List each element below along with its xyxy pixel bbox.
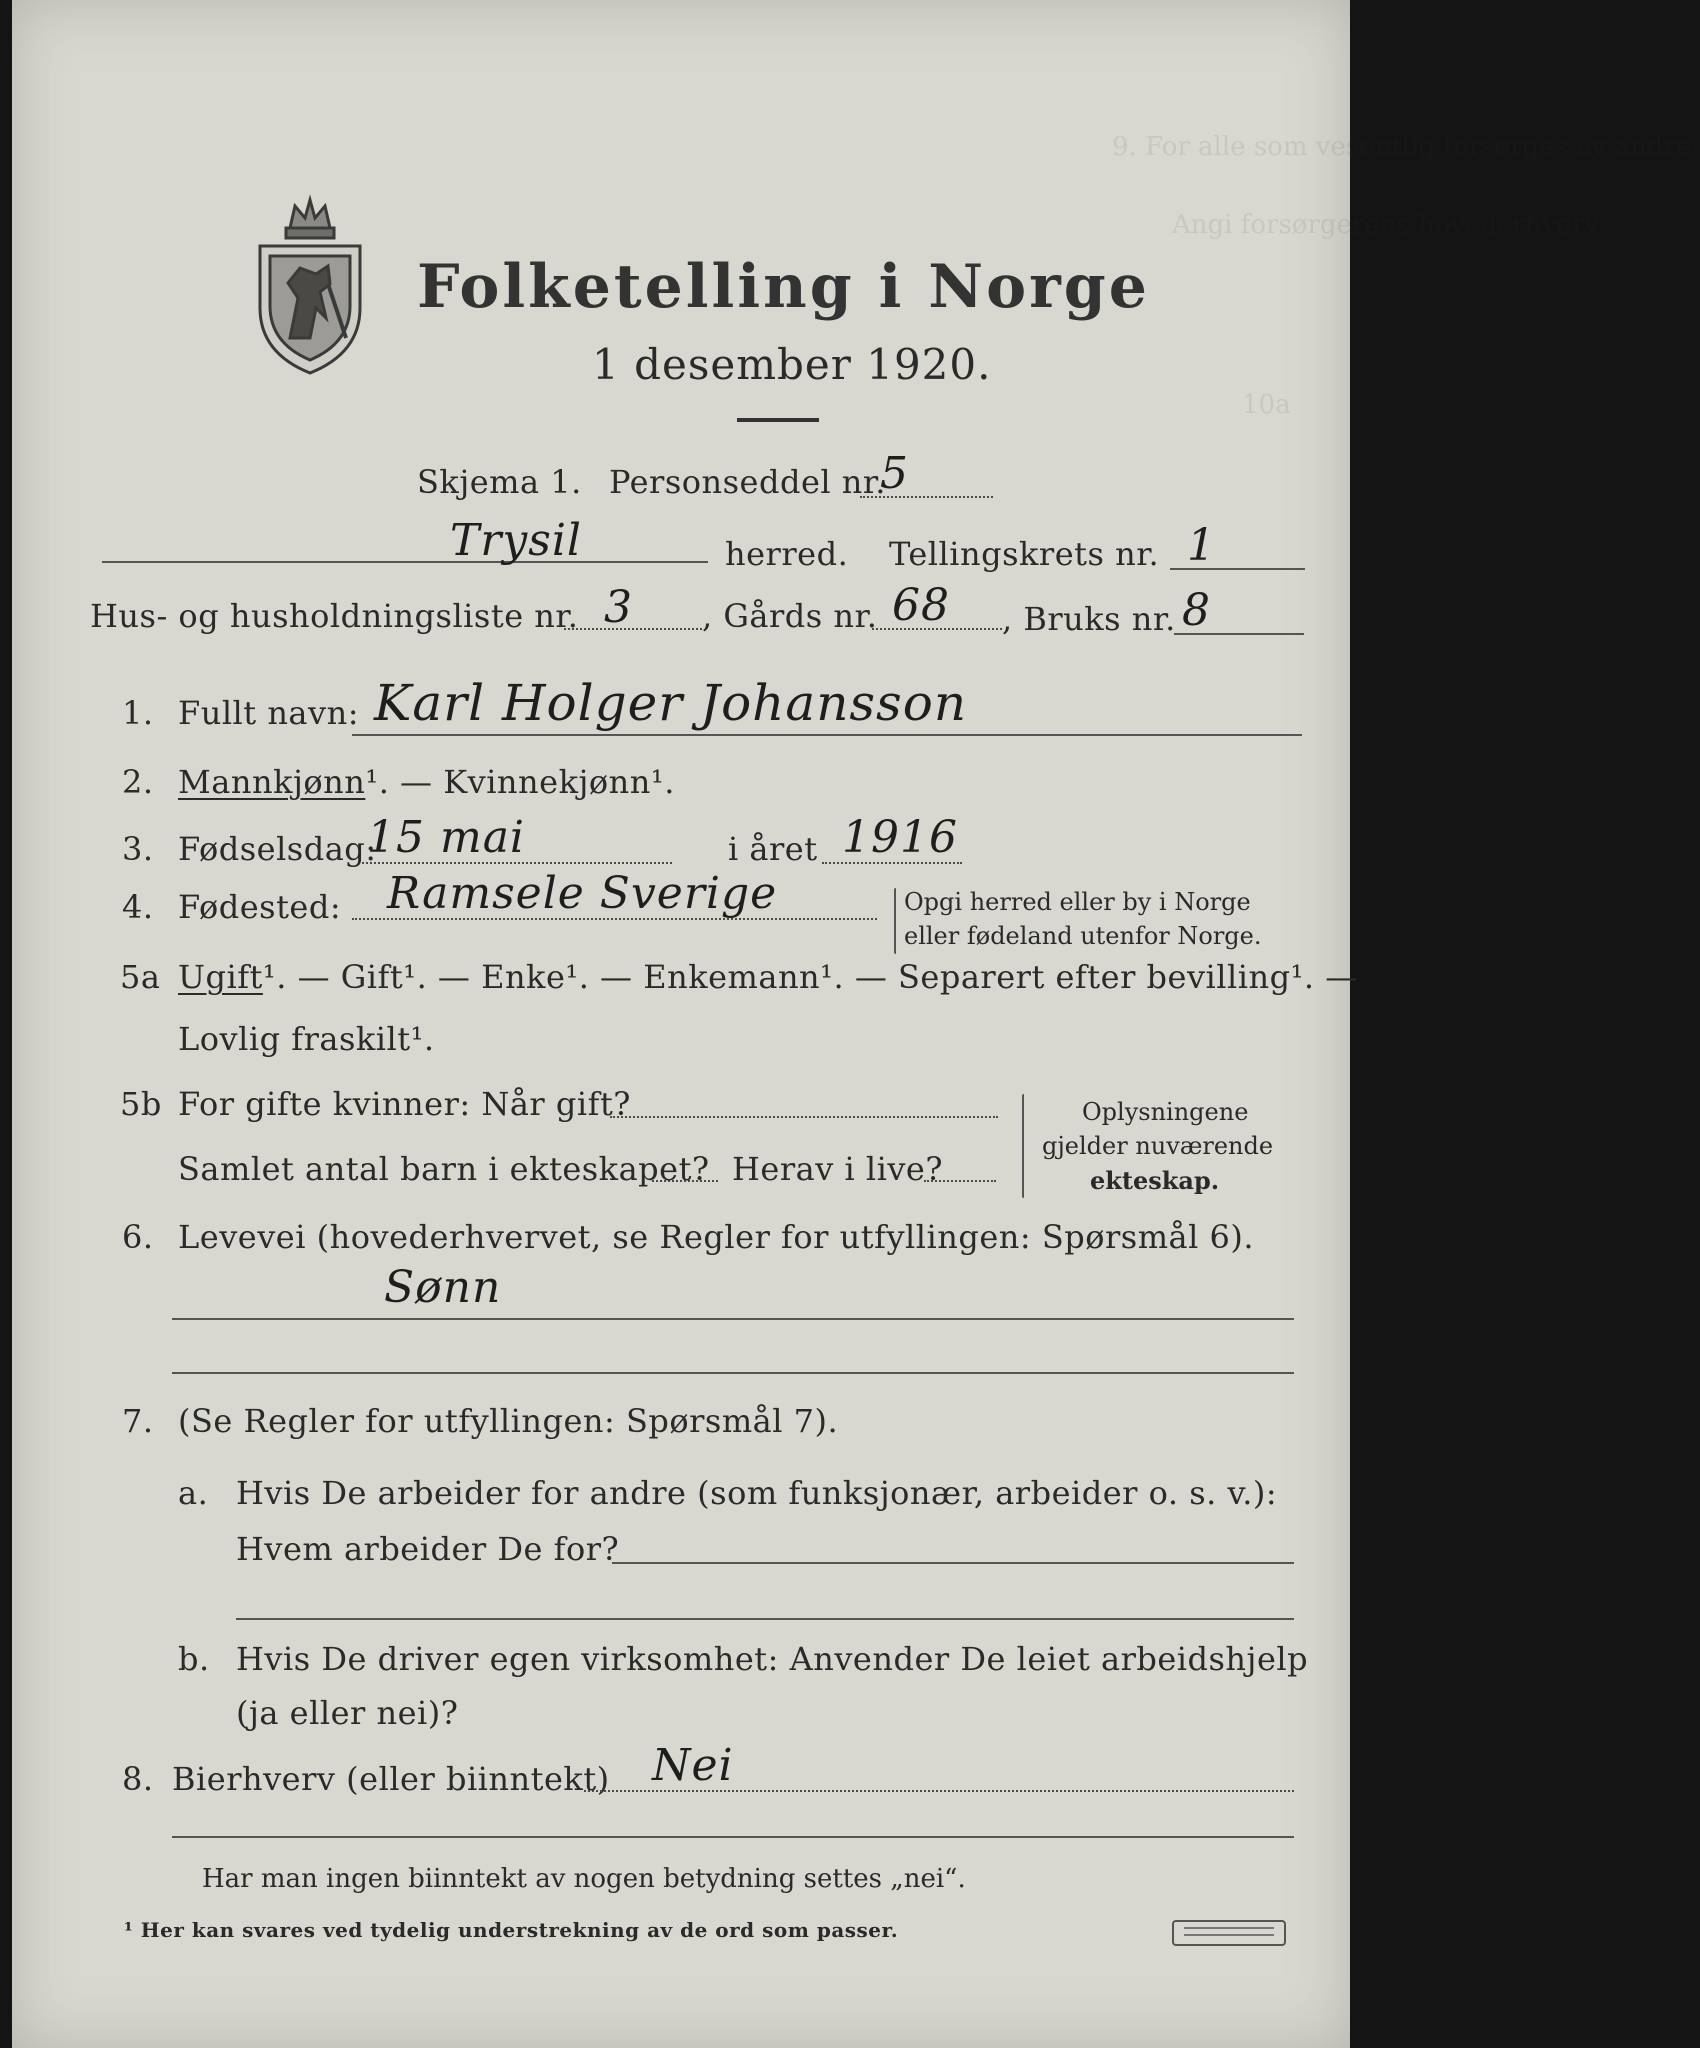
herred-field-line: [102, 561, 708, 563]
civil-status-line2: Lovlig fraskilt¹.: [178, 1020, 435, 1058]
sex-options: [178, 763, 675, 801]
side-income-value[interactable]: Nei: [652, 1740, 734, 1791]
census-form-sheet: [12, 0, 1700, 2048]
birthplace-note-line2: eller fødeland utenfor Norge.: [904, 922, 1262, 950]
birthplace-note-line1: Opgi herred eller by i Norge: [904, 888, 1251, 916]
employer-field-line-2: [236, 1618, 1294, 1620]
bleed-through-text: 9. For alle som vesentlig forsørges av andre:: [1112, 132, 1700, 162]
schema-label: Skjema 1.: [417, 463, 582, 501]
printer-stamp-icon: [1172, 1920, 1286, 1946]
title-rule: [737, 418, 819, 422]
form-title: Folketelling i Norge: [417, 252, 1150, 322]
q6-label: Levevei (hovederhvervet, se Regler for utfyllingen: Spørsmål 6).: [178, 1218, 1255, 1256]
q7b-number: b.: [178, 1640, 210, 1678]
civil-status-rest: ¹. — Gift¹. — Enke¹. — Enkemann¹. — Separert efter bevilling¹. —: [262, 958, 1358, 996]
hus-value[interactable]: 3: [604, 582, 633, 633]
birthday-value[interactable]: 15 mai: [367, 812, 526, 863]
q3-number: 3.: [122, 830, 154, 868]
occupation-field-line: [172, 1318, 1294, 1320]
q8-label: Bierhverv (eller biinntekt): [172, 1760, 610, 1798]
q3-label: Fødselsdag:: [178, 830, 377, 868]
birth-year-value[interactable]: 1916: [842, 812, 958, 863]
occupation-value[interactable]: Sønn: [384, 1262, 502, 1313]
birth-year-label: i året: [728, 830, 818, 868]
tellingskrets-value[interactable]: 1: [1187, 520, 1216, 571]
q1-field-line: [352, 734, 1302, 736]
sex-option-male[interactable]: Mannkjønn: [178, 763, 366, 801]
sex-options-sep: ¹. —: [365, 763, 444, 801]
bruks-value[interactable]: 8: [1182, 585, 1211, 636]
occupation-field-line-2: [172, 1372, 1294, 1374]
q2-number: 2.: [122, 763, 154, 801]
employer-field-line: [612, 1562, 1294, 1564]
herred-value[interactable]: Trysil: [450, 515, 582, 566]
q7a-line1: Hvis De arbeider for andre (som funksjonær, arbeider o. s. v.):: [236, 1474, 1278, 1512]
side-income-field-line-2: [172, 1836, 1294, 1838]
q6-number: 6.: [122, 1218, 154, 1256]
marriage-note-bracket: [1022, 1094, 1024, 1198]
q4-number: 4.: [122, 888, 154, 926]
birthplace-value[interactable]: Ramsele Sverige: [387, 868, 778, 919]
q8-number: 8.: [122, 1760, 154, 1798]
footer-note: Har man ingen biinntekt av nogen betydning settes „nei“.: [202, 1864, 966, 1894]
personseddel-label: Personseddel nr.: [609, 463, 886, 501]
q7a-line2: Hvem arbeider De for?: [236, 1530, 620, 1568]
q1-number: 1.: [122, 694, 154, 732]
sex-options-end: ¹.: [650, 763, 675, 801]
children-field-line: [652, 1180, 718, 1182]
form-subtitle: 1 desember 1920.: [592, 340, 992, 389]
civil-status-ugift[interactable]: Ugift: [178, 958, 263, 996]
q7b-line2: (ja eller nei)?: [236, 1694, 459, 1732]
q5b-number: 5b: [120, 1085, 162, 1123]
full-name-value[interactable]: Karl Holger Johansson: [374, 674, 968, 732]
q7-label: (Se Regler for utfyllingen: Spørsmål 7).: [178, 1402, 839, 1440]
bleed-through-text: 10a: [1242, 390, 1291, 420]
hus-label: Hus- og husholdningsliste nr.: [90, 597, 579, 635]
coat-of-arms-icon: [250, 188, 370, 378]
herred-label: herred.: [725, 535, 849, 573]
married-when-field-line: [610, 1116, 998, 1118]
sex-option-female[interactable]: Kvinnekjønn: [443, 763, 651, 801]
birthplace-note-bracket: [894, 888, 896, 954]
q4-label: Fødested:: [178, 888, 342, 926]
q7-number: 7.: [122, 1402, 154, 1440]
marriage-note-line2: gjelder nuværende: [1042, 1132, 1274, 1160]
q1-label: Fullt navn:: [178, 694, 359, 732]
marriage-note-line3: ekteskap.: [1090, 1166, 1220, 1195]
children-label: Samlet antal barn i ekteskapet?: [178, 1150, 710, 1188]
hus-field-line: [564, 628, 702, 630]
alive-field-line: [924, 1180, 996, 1182]
alive-label: Herav i live?: [732, 1150, 944, 1188]
bleed-through-text: Angi forsørgerens hovederhverv: [1172, 210, 1599, 240]
marriage-note-line1: Oplysningene: [1082, 1098, 1249, 1126]
q7b-line1: Hvis De driver egen virksomhet: Anvender De leiet arbeidshjelp: [236, 1640, 1309, 1678]
personseddel-value[interactable]: 5: [880, 448, 909, 499]
civil-status-options: [178, 958, 1358, 996]
q5a-number: 5a: [120, 958, 161, 996]
footnote: ¹ Her kan svares ved tydelig understrekning av de ord som passer.: [124, 1918, 899, 1942]
gards-value[interactable]: 68: [892, 580, 950, 631]
gards-label: , Gårds nr.: [702, 597, 878, 635]
tellingskrets-label: Tellingskrets nr.: [889, 535, 1160, 573]
q5b-label: For gifte kvinner: Når gift?: [178, 1085, 631, 1123]
q7a-number: a.: [178, 1474, 209, 1512]
bruks-label: , Bruks nr.: [1002, 600, 1176, 638]
